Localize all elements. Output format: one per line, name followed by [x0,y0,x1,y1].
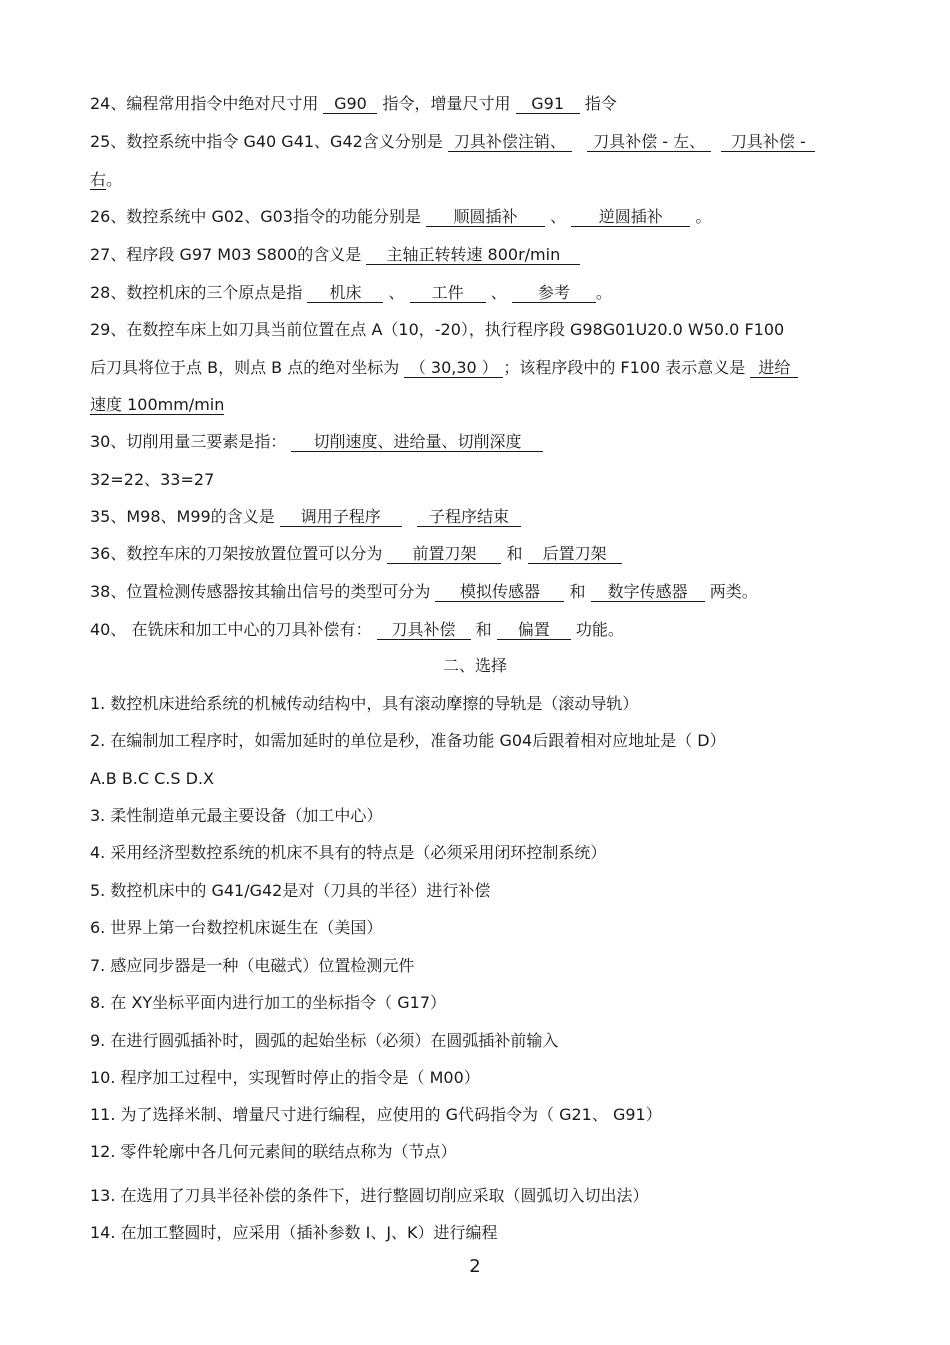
question-text: 28、数控机床的三个原点是指 [90,283,308,302]
question-27 [90,245,870,265]
section-title: 二、选择 [442,656,507,675]
question-text: 。 [106,170,123,189]
question-text: 。 [690,207,712,226]
question-29-line-3 [90,395,870,415]
answer-blank: 主轴正转转速 800r/min [366,246,580,265]
choice-item: 3. 柔性制造单元最主要设备（加工中心） [90,806,383,825]
question-text: 、 [383,283,410,302]
answer-blank: 数字传感器 [591,583,705,602]
question-text: 29、在数控车床上如刀具当前位置在点 A（10，-20），执行程序段 G98G01U20.0 W50.0 F100 [90,320,785,339]
question-32-33 [90,470,870,490]
answer-blank: 子程序结束 [417,508,521,527]
question-text: 功能。 [570,620,624,639]
choice-item: 5. 数控机床中的 G41/G42是对（刀具的半径）进行补偿 [90,881,491,900]
answer-blank: 速度 100mm/min [90,395,225,414]
answer-blank: G91 [516,95,580,114]
question-24 [90,94,870,114]
choice-options: A.B B.C C.S D.X [90,769,214,788]
answer-blank: 刀具补偿注销、 [448,133,572,152]
choice-item: 6. 世界上第一台数控机床诞生在（美国） [90,918,383,937]
answer-blank: 偏置 [497,621,571,640]
question-text: ；该程序段中的 F100 表示意义是 [503,358,751,377]
answer-blank: （ 30,30 ） [404,359,503,378]
question-text: 38、位置检测传感器按其输出信号的类型可分为 [90,582,436,601]
question-text: 和 [470,620,497,639]
choice-item: 12. 零件轮廓中各几何元素间的联结点称为（节点） [90,1142,457,1161]
question-text: 指令，增量尺寸用 [377,94,516,113]
answer-blank: 刀具补偿 - 左、 [587,133,711,152]
choice-item: 14. 在加工整圆时，应采用（插补参数 I、J、K）进行编程 [90,1223,498,1242]
question-26 [90,207,870,227]
question-text: 、 [485,283,512,302]
choice-item: 4. 采用经济型数控系统的机床不具有的特点是（必须采用闭环控制系统） [90,843,607,862]
answer-blank: 模拟传感器 [435,583,564,602]
answer-blank: 切削速度、进给量、切削深度 [291,433,543,452]
question-text: 、 [545,207,572,226]
question-29-line-2 [90,358,870,378]
question-text: 25、数控系统中指令 G40 G41、G42含义分别是 [90,132,448,151]
answer-blank: 参考 [512,284,596,303]
question-text: 35、M98、M99的含义是 [90,507,280,526]
question-29-line-1 [90,320,870,340]
answer-blank: 前置刀架 [387,545,501,564]
question-40 [90,620,870,640]
answer-blank: 右 [90,170,107,189]
question-text: 后刀具将位于点 B，则点 B 点的绝对坐标为 [90,358,405,377]
question-25 [90,132,870,152]
question-30 [90,432,870,452]
answer-blank: 进给 [750,359,798,378]
choice-item: 1. 数控机床进给系统的机械传动结构中，具有滚动摩擦的导轨是（滚动导轨） [90,694,639,713]
answer-blank: 刀具补偿 - [721,133,815,152]
question-38 [90,582,870,602]
answer-blank: 调用子程序 [280,508,402,527]
question-text: 。 [595,283,612,302]
choice-item: 8. 在 XY坐标平面内进行加工的坐标指令（ G17） [90,993,447,1012]
answer-blank: 后置刀架 [528,545,622,564]
choice-item: 10. 程序加工过程中，实现暂时停止的指令是（ M00） [90,1068,480,1087]
question-text: 40、 在铣床和加工中心的刀具补偿有： [90,620,377,639]
choice-item: 2. 在编制加工程序时，如需加延时的单位是秒，准备功能 G04后跟着相对应地址是（ D） [90,731,726,750]
question-text: 和 [501,544,528,563]
question-text: 30、切削用量三要素是指： [90,432,292,451]
question-text: 32=22、33=27 [90,470,215,489]
answer-blank: 工件 [410,284,486,303]
answer-blank: 刀具补偿 [377,621,471,640]
question-28 [90,283,870,303]
choice-item: 13. 在选用了刀具半径补偿的条件下，进行整圆切削应采取（圆弧切入切出法） [90,1186,649,1205]
answer-blank: G90 [323,95,377,114]
answer-blank: 顺圆插补 [426,208,545,227]
question-text: 指令 [579,94,617,113]
choice-item: 11. 为了选择米制、增量尺寸进行编程，应使用的 G代码指令为（ G21、 G91） [90,1105,662,1124]
question-text: 24、编程常用指令中绝对尺寸用 [90,94,324,113]
choice-item: 9. 在进行圆弧插补时，圆弧的起始坐标（必须）在圆弧插补前输入 [90,1031,559,1050]
question-text: 两类。 [704,582,758,601]
question-35 [90,507,870,527]
question-25-continuation [90,170,870,190]
question-text: 27、程序段 G97 M03 S800的含义是 [90,245,367,264]
question-36 [90,544,870,564]
question-text: 26、数控系统中 G02、G03指令的功能分别是 [90,207,427,226]
answer-blank: 逆圆插补 [571,208,690,227]
choice-item: 7. 感应同步器是一种（电磁式）位置检测元件 [90,956,415,975]
question-text: 36、数控车床的刀架按放置位置可以分为 [90,544,388,563]
question-text: 和 [564,582,591,601]
page-number: 2 [469,1256,481,1277]
answer-blank: 机床 [307,284,383,303]
